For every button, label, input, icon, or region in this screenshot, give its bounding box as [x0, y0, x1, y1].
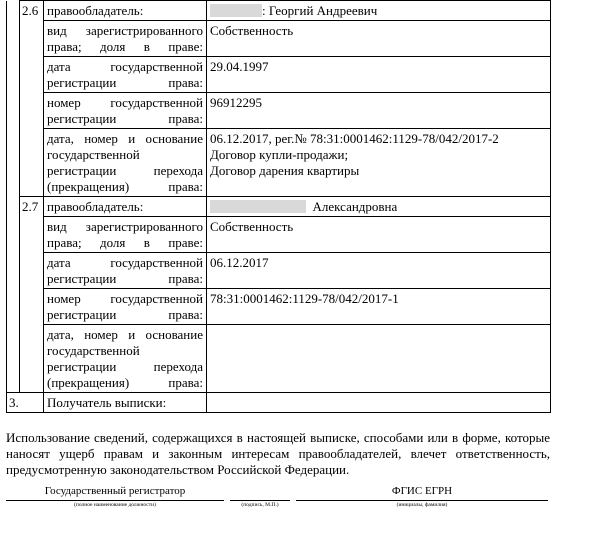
transfer-basis-label-text: дата, номер и основание государственной регистрации перехода (прекращения) права:	[47, 131, 203, 194]
registration-number-label-text: номер государственной регистрации права:	[47, 95, 203, 126]
transfer-basis-label	[44, 129, 207, 197]
registration-number-label	[44, 93, 207, 129]
signature-line	[230, 500, 290, 501]
recipient-value	[207, 393, 551, 413]
signature-caption: (подпись, М.П.)	[241, 502, 279, 508]
right-type-value: Собственность	[207, 21, 551, 57]
gutter-cell	[7, 217, 20, 253]
owner-label: правообладатель:	[44, 197, 207, 217]
table-row	[7, 197, 551, 217]
transfer-basis-value	[207, 129, 551, 197]
name-line	[296, 500, 548, 501]
owner-name-text: Александровна	[312, 199, 398, 214]
owner-value	[207, 1, 551, 21]
registration-number-label-text: номер государственной регистрации права:	[47, 291, 203, 322]
row-number-text: 3.	[9, 395, 19, 410]
gutter-cell	[7, 197, 20, 217]
registration-date-value: 29.04.1997	[207, 57, 551, 93]
owner-label: правообладатель:	[44, 1, 207, 21]
right-type-label-text: вид зарегистрированного права; доля в праве:	[47, 23, 203, 54]
gutter-cell	[7, 21, 20, 57]
recipient-label-text: Получатель выписки:	[47, 395, 167, 410]
redacted-name-block	[210, 4, 262, 17]
position-caption: (полное наименование должности)	[74, 502, 156, 508]
transfer-basis-value	[207, 325, 551, 393]
table-row	[7, 57, 551, 93]
table-row	[7, 289, 551, 325]
gutter-cell	[7, 253, 20, 289]
row-number: 2.7	[20, 197, 44, 393]
table-row	[7, 253, 551, 289]
owner-value	[207, 197, 551, 217]
gutter-cell	[7, 57, 20, 93]
registration-date-label-text: дата государственной регистрации права:	[47, 59, 203, 90]
table-row	[7, 1, 551, 21]
transfer-basis-line: 06.12.2017, рег.№ 78:31:0001462:1129-78/042/2017-2	[210, 131, 499, 146]
usage-notice: Использование сведений, содержащихся в настоящей выписке, способами или в форме, которые наносят ущерб правам и законным интересам правообладателей, влечет ответственность, предусмотренную законодательством Российской Федерации.	[6, 430, 550, 477]
right-type-label	[44, 217, 207, 253]
row-number	[7, 393, 44, 413]
rights-table	[6, 0, 551, 413]
registration-number-value: 78:31:0001462:1129-78/042/2017-1	[207, 289, 551, 325]
right-type-value: Собственность	[207, 217, 551, 253]
registration-date-value: 06.12.2017	[207, 253, 551, 289]
registrar-position: Государственный регистратор	[44, 485, 186, 497]
owner-name-text: : Георгий Андреевич	[262, 3, 378, 18]
table-row	[7, 21, 551, 57]
row-number: 2.6	[20, 1, 44, 197]
transfer-basis-label-text: дата, номер и основание государственной регистрации перехода (прекращения) права:	[47, 327, 203, 390]
registration-date-label	[44, 57, 207, 93]
table-row	[7, 393, 551, 413]
right-type-label-text: вид зарегистрированного права; доля в праве:	[47, 219, 203, 250]
gutter-cell	[7, 1, 20, 21]
table-row	[7, 93, 551, 129]
gutter-cell	[7, 325, 20, 393]
right-type-label	[44, 21, 207, 57]
table-row	[7, 217, 551, 253]
registration-number-label	[44, 289, 207, 325]
gutter-cell	[7, 129, 20, 197]
transfer-basis-line: Договор дарения квартиры	[210, 163, 360, 178]
position-line	[6, 500, 224, 501]
table-row	[7, 325, 551, 393]
gutter-cell	[7, 93, 20, 129]
registrar-name: ФГИС ЕГРН	[391, 485, 453, 497]
transfer-basis-label	[44, 325, 207, 393]
registration-number-value: 96912295	[207, 93, 551, 129]
registration-date-label-text: дата государственной регистрации права:	[47, 255, 203, 286]
redacted-name-block	[210, 200, 306, 213]
name-caption: (инициалы, фамилия)	[396, 502, 448, 508]
registration-date-label	[44, 253, 207, 289]
gutter-cell	[7, 289, 20, 325]
transfer-basis-line: Договор купли-продажи;	[210, 147, 349, 162]
table-row	[7, 129, 551, 197]
recipient-label	[44, 393, 207, 413]
